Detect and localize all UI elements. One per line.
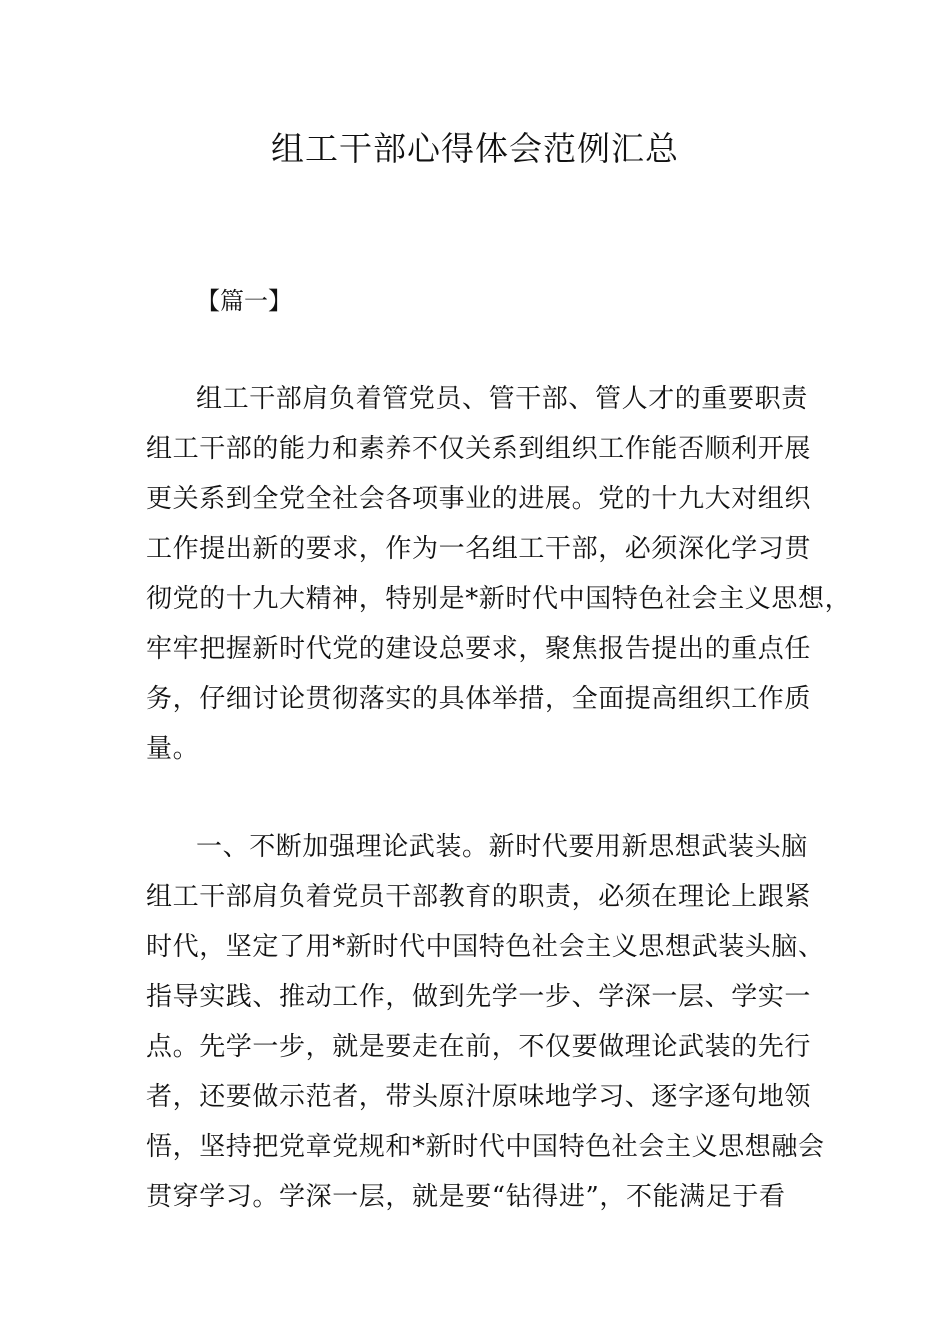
paragraph-line: 者，还要做示范者，带头原汁原味地学习、逐字逐句地领	[146, 1082, 812, 1112]
paragraph-line: 时代，坚定了用*新时代中国特色社会主义思想武装头脑、	[146, 932, 825, 962]
paragraph-line: 指导实践、推动工作，做到先学一步、学深一层、学实一	[146, 982, 812, 1012]
paragraph-line: 更关系到全党全社会各项事业的进展。党的十九大对组织	[146, 484, 812, 514]
paragraph-line: 点。先学一步，就是要走在前，不仅要做理论武装的先行	[146, 1032, 812, 1062]
paragraph-line: 贯穿学习。学深一层，就是要“钻得进”，不能满足于看	[146, 1182, 786, 1212]
paragraph-line: 悟，坚持把党章党规和*新时代中国特色社会主义思想融会	[146, 1132, 825, 1162]
paragraph-line: 彻党的十九大精神，特别是*新时代中国特色社会主义思想，	[146, 584, 852, 614]
paragraph-line: 务，仔细讨论贯彻落实的具体举措，全面提高组织工作质	[146, 684, 812, 714]
paragraph-line: 一、不断加强理论武装。新时代要用新思想武装头脑	[196, 832, 808, 862]
section-label: 【篇一】	[196, 287, 292, 315]
paragraph-line: 量。	[146, 734, 200, 764]
paragraph-line: 组工干部肩负着党员干部教育的职责，必须在理论上跟紧	[146, 882, 812, 912]
paragraph-line: 牢牢把握新时代党的建设总要求，聚焦报告提出的重点任	[146, 634, 812, 664]
document-title: 组工干部心得体会范例汇总	[271, 129, 679, 168]
paragraph-line: 组工干部肩负着管党员、管干部、管人才的重要职责	[196, 384, 808, 414]
paragraph	[146, 374, 852, 774]
paragraph-line: 组工干部的能力和素养不仅关系到组织工作能否顺利开展	[146, 434, 812, 464]
paragraph	[146, 822, 826, 1222]
paragraph-line: 工作提出新的要求，作为一名组工干部，必须深化学习贯	[146, 534, 812, 564]
